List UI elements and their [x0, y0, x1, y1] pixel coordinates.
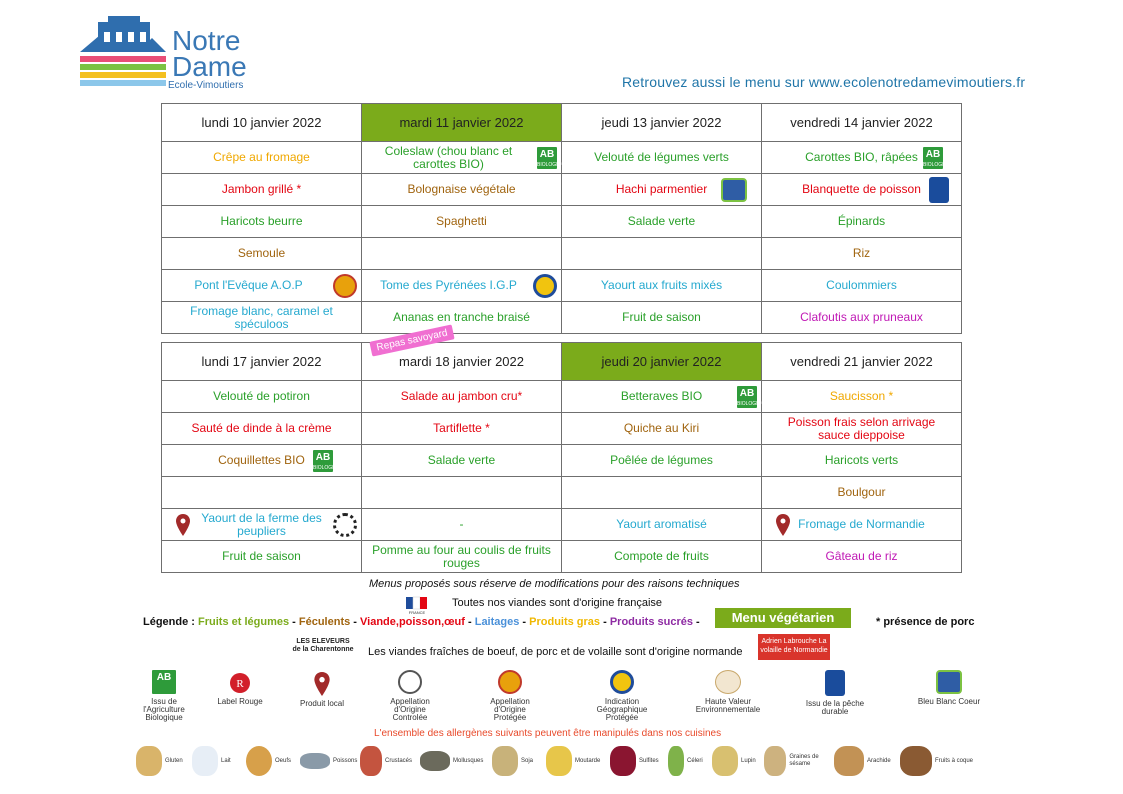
menu-cell: Coulommiers	[762, 270, 962, 302]
mussel-icon	[420, 751, 450, 771]
legend-fruits: Fruits et légumes	[198, 616, 290, 628]
allergen-arachide: Arachide	[834, 744, 891, 778]
menu-cell: Velouté de potiron	[162, 381, 362, 413]
allergen-oeufs: Oeufs	[246, 744, 291, 778]
aoc-label-icon	[398, 670, 422, 694]
milk-icon	[192, 746, 218, 776]
label-aoc: Appellation d'Origine Controlée	[380, 670, 440, 722]
menu-cell: Semoule	[162, 238, 362, 270]
legend-viande: Viande,poisson,œuf	[360, 616, 465, 628]
menu-cell: Salade verte	[562, 206, 762, 238]
celery-icon	[668, 746, 684, 776]
allergen-sesame: Graines de sésame	[764, 744, 834, 778]
hve-label-icon	[715, 670, 741, 694]
mustard-icon	[546, 746, 572, 776]
eleveurs-logo: LES ELEVEURS de la Charentonne	[292, 638, 354, 653]
menu-cell: Carottes BIO, râpées AB BIOLOGIQUE	[762, 142, 962, 174]
menu-cell: Poêlée de légumes	[562, 445, 762, 477]
wheat-icon	[136, 746, 162, 776]
aop-label-icon	[498, 670, 522, 694]
porc-note: * présence de porc	[876, 616, 975, 628]
day-header-vegetarian: mardi 11 janvier 2022	[362, 104, 562, 142]
legend-label: Légende :	[143, 616, 199, 628]
wine-icon	[610, 746, 636, 776]
peanut-icon	[834, 746, 864, 776]
lupin-icon	[712, 746, 738, 776]
nuts-icon	[900, 746, 932, 776]
menu-cell: Saucisson *	[762, 381, 962, 413]
label-hve: Haute Valeur Environnementale	[690, 670, 766, 714]
legend-sucres: Produits sucrés	[609, 616, 693, 628]
label-msc: Issu de la pêche durable	[800, 670, 870, 716]
label-aop: Appellation d'Origine Protégée	[480, 670, 540, 722]
allergens-title: L'ensemble des allergènes suivants peuvent être manipulés dans nos cuisines	[374, 728, 722, 739]
bleu-blanc-coeur-icon	[721, 178, 747, 202]
week1-menu-table	[161, 103, 962, 334]
menu-cell: Hachi parmentier	[562, 174, 762, 206]
msc-fish-icon	[929, 177, 949, 203]
menu-cell: Coquillettes BIO AB BIOLOGIQUE	[162, 445, 362, 477]
menu-cell: Spaghetti	[362, 206, 562, 238]
legend: Légende : Fruits et légumes - Féculents - Viande,poisson,œuf - Laitages - Produits gras - Produits sucrés -	[143, 616, 700, 628]
menu-cell: Salade verte	[362, 445, 562, 477]
day-header: jeudi 13 janvier 2022	[562, 104, 762, 142]
menu-cell: Fruit de saison	[162, 541, 362, 573]
menu-cell: Haricots verts	[762, 445, 962, 477]
igp-label-icon	[610, 670, 634, 694]
label-bio: AB Issu de l'Agriculture Biologique	[143, 672, 185, 722]
legend-feculents: Féculents	[298, 616, 351, 628]
menu-cell: Riz	[762, 238, 962, 270]
svg-text:FRANCE: FRANCE	[408, 610, 426, 615]
allergen-poissons: Poissons	[300, 744, 357, 778]
menu-cell: Sauté de dinde à la crème	[162, 413, 362, 445]
vegetarian-legend-box: Menu végétarien	[715, 608, 851, 628]
menu-cell: Pomme au four au coulis de fruits rouges	[362, 541, 562, 573]
fish-icon	[300, 753, 330, 769]
aop-label-icon	[333, 274, 357, 298]
allergen-mollusques: Mollusques	[420, 744, 483, 778]
allergen-celeri: Céleri	[668, 744, 703, 778]
menu-cell	[362, 477, 562, 509]
menu-cell: Blanquette de poisson	[762, 174, 962, 206]
menu-cell: Yaourt aromatisé	[562, 509, 762, 541]
soy-icon	[492, 746, 518, 776]
sesame-icon	[764, 746, 786, 776]
allergen-sulfites: Sulfites	[610, 744, 659, 778]
allergen-lupin: Lupin	[712, 744, 756, 778]
igp-label-icon	[533, 274, 557, 298]
menu-cell: Boulgour	[762, 477, 962, 509]
menu-cell: Fruit de saison	[562, 302, 762, 334]
menu-cell: Quiche au Kiri	[562, 413, 762, 445]
menu-cell: Épinards	[762, 206, 962, 238]
menu-cell: Ananas en tranche braisé	[362, 302, 562, 334]
logo-subtitle: Ecole-Vimoutiers	[168, 80, 244, 91]
day-header: lundi 17 janvier 2022	[162, 343, 362, 381]
day-header: vendredi 14 janvier 2022	[762, 104, 962, 142]
logo-title: Notre Dame	[172, 25, 247, 82]
bio-label-icon: AB BIOLOGIQUE	[737, 387, 769, 407]
shrimp-icon	[360, 746, 382, 776]
menu-cell: Fromage blanc, caramel et spéculoos	[162, 302, 362, 334]
menu-cell	[162, 477, 362, 509]
week2-menu-table	[161, 342, 962, 573]
menu-cell: Tome des Pyrénées I.G.P	[362, 270, 562, 302]
menu-cell: Tartiflette *	[362, 413, 562, 445]
msc-fish-icon	[825, 670, 845, 696]
labrouche-logo: Adrien Labrouche La volaille de Normandie	[758, 634, 830, 660]
egg-icon	[246, 746, 272, 776]
menu-cell: Yaourt aux fruits mixés	[562, 270, 762, 302]
allergen-gluten: Gluten	[136, 744, 183, 778]
menu-cell: Poisson frais selon arrivage sauce dieppoise	[762, 413, 962, 445]
menu-cell: Betteraves BIO AB BIOLOGIQUE	[562, 381, 762, 413]
normandy-meat-note: Les viandes fraîches de boeuf, de porc et de volaille sont d'origine normande	[368, 646, 743, 658]
bio-label-icon: AB BIOLOGIQUE	[923, 148, 955, 168]
menu-cell: Compote de fruits	[562, 541, 762, 573]
label-rouge-icon	[228, 672, 252, 694]
allergen-lait: Lait	[192, 744, 231, 778]
menu-cell: Yaourt de la ferme des peupliers	[162, 509, 362, 541]
local-product-pin-icon	[776, 514, 790, 536]
farm-logo-icon	[333, 513, 357, 537]
menu-cell	[562, 477, 762, 509]
legend-laitages: Laitages	[474, 616, 520, 628]
day-header-vegetarian: jeudi 20 janvier 2022	[562, 343, 762, 381]
local-product-pin-icon	[314, 672, 330, 696]
menu-cell: Salade au jambon cru*	[362, 381, 562, 413]
menu-cell: -	[362, 509, 562, 541]
label-bbc: Bleu Blanc Coeur	[912, 670, 986, 706]
local-product-pin-icon	[176, 514, 190, 536]
french-meat-flag-icon	[404, 593, 430, 615]
label-rouge: R Label Rouge	[212, 672, 268, 706]
menu-cell: Jambon grillé *	[162, 174, 362, 206]
bio-label-icon: AB BIOLOGIQUE	[537, 148, 569, 168]
legend-gras: Produits gras	[529, 616, 601, 628]
menu-cell: Crêpe au fromage	[162, 142, 362, 174]
allergen-fruits-coque: Fruits à coque	[900, 744, 973, 778]
menu-cell: Haricots beurre	[162, 206, 362, 238]
menu-cell: Fromage de Normandie	[762, 509, 962, 541]
bio-label-icon: AB BIOLOGIQUE	[313, 451, 345, 471]
label-igp: Indication Géographique Protégée	[588, 670, 656, 722]
french-meat-note: Toutes nos viandes sont d'origine française	[452, 597, 663, 609]
menu-cell: Coleslaw (chou blanc et carottes BIO) AB BIOLOGIQUE	[362, 142, 562, 174]
label-local: Produit local	[292, 672, 352, 708]
menu-cell: Bolognaise végétale	[362, 174, 562, 206]
menu-cell	[562, 238, 762, 270]
bleu-blanc-coeur-icon	[936, 670, 962, 694]
allergen-moutarde: Moutarde	[546, 744, 600, 778]
reserve-note: Menus proposés sous réserve de modifications pour des raisons techniques	[369, 578, 740, 590]
menu-cell: Gâteau de riz	[762, 541, 962, 573]
svg-text:R: R	[236, 678, 244, 690]
allergen-crustaces: Crustacés	[360, 744, 412, 778]
day-header: mardi 18 janvier 2022	[362, 343, 562, 381]
website-link[interactable]: Retrouvez aussi le menu sur www.ecolenotredamevimoutiers.fr	[622, 74, 1026, 90]
day-header: lundi 10 janvier 2022	[162, 104, 362, 142]
bio-label-icon: AB	[152, 670, 176, 694]
menu-cell: Pont l'Evêque A.O.P	[162, 270, 362, 302]
allergen-soja: Soja	[492, 744, 533, 778]
menu-cell: Velouté de légumes verts	[562, 142, 762, 174]
day-header: vendredi 21 janvier 2022	[762, 343, 962, 381]
repas-savoyard-tag: Repas savoyard	[369, 324, 455, 356]
menu-cell: Clafoutis aux pruneaux	[762, 302, 962, 334]
menu-cell	[362, 238, 562, 270]
